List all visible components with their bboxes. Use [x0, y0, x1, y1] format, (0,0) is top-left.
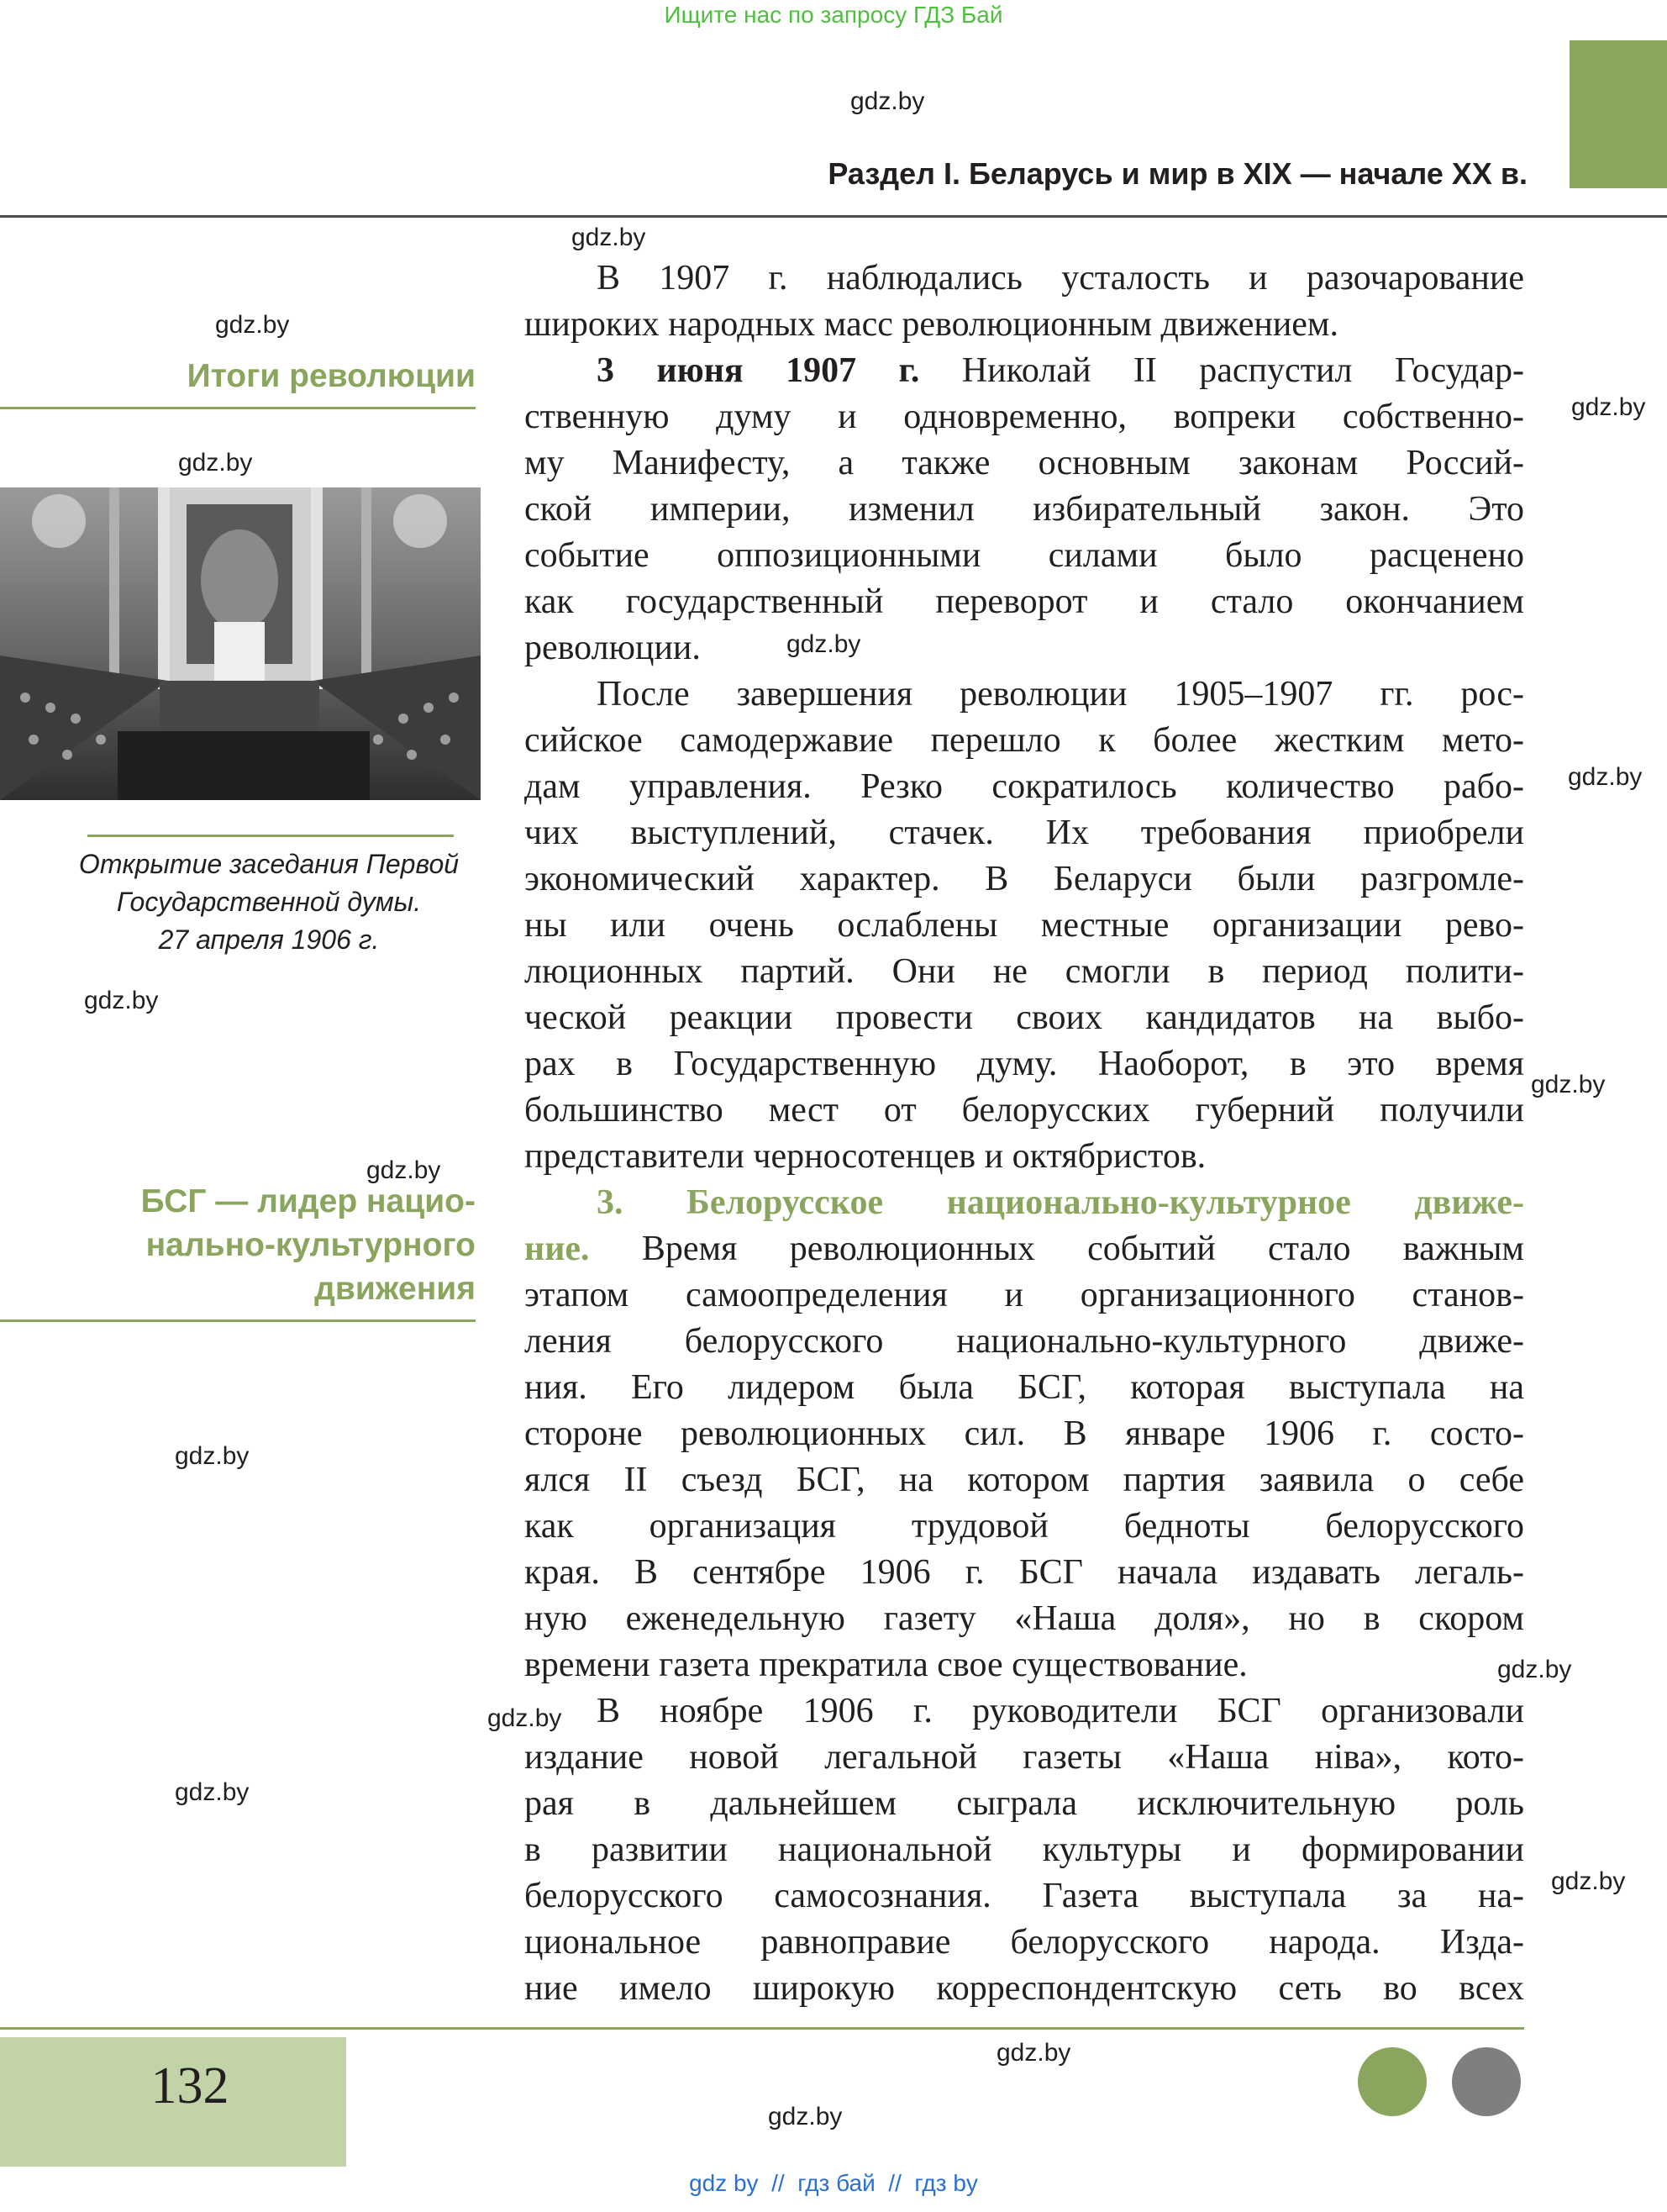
text-line: рах в Государственную думу. Наоборот, в это время [524, 1045, 1524, 1083]
text-line: ны или очень ослаблены местные организации рево- [524, 906, 1524, 945]
text-line: большинство мест от белорусских губерний получили [524, 1091, 1524, 1130]
sidebar-heading-bsg: БСГ — лидер нацио- нально-культурного движения [140, 1183, 476, 1307]
text-line: широких народных масс революционным движением. [524, 305, 1339, 344]
watermark: gdz.by [997, 2039, 1071, 2067]
section-title: Раздел I. Беларусь и мир в XIX — начале XX в. [828, 156, 1528, 191]
text-line: ской империи, изменил избирательный закон. Это [524, 490, 1524, 529]
text-line: После завершения революции 1905–1907 гг. рос- [597, 675, 1524, 714]
watermark: gdz.by [175, 1442, 250, 1470]
text-line: ную еженедельную газету «Наша доля», но в скором [524, 1599, 1524, 1638]
sidebar-rule [0, 1319, 476, 1322]
text-line: времени газета прекратила свое существование. [524, 1646, 1248, 1684]
duma-opening-photo [0, 487, 481, 800]
text-line: издание новой легальной газеты «Наша ніва», кото- [524, 1738, 1524, 1777]
text-line: ние. Время революционных событий стало важным [524, 1230, 1524, 1268]
text-line: этапом самоопределения и организационного станов- [524, 1276, 1524, 1314]
text-line: 3 июня 1907 г. Николай II распустил Государ- [597, 351, 1525, 390]
text-line: революции. [524, 629, 701, 667]
watermark: gdz.by [366, 1156, 441, 1184]
header-rule [0, 215, 1667, 218]
watermark: gdz.by [487, 1704, 562, 1732]
text-line: чих выступлений, стачек. Их требования приобрели [524, 814, 1524, 852]
text-line: ственную думу и одновременно, вопреки собственно- [524, 398, 1524, 436]
watermark: gdz.by [178, 449, 253, 477]
watermark: gdz.by [84, 987, 159, 1014]
page-number: 132 [150, 2057, 229, 2115]
text-line: как организация трудовой бедноты белорусского [524, 1507, 1524, 1546]
text-line: стороне революционных сил. В январе 1906 г. состо- [524, 1414, 1524, 1453]
watermark: gdz.by [1497, 1656, 1572, 1683]
watermark: gdz.by [786, 630, 861, 658]
text-line: экономический характер. В Беларуси были разгромле- [524, 860, 1524, 898]
watermark: gdz.by [1531, 1071, 1606, 1098]
text-line: ния. Его лидером была БСГ, которая выступала на [524, 1368, 1524, 1407]
main-text [524, 255, 1524, 2012]
text-line: событие оппозиционными силами было расценено [524, 536, 1524, 575]
text-line: ялся II съезд БСГ, на котором партия заявила о себе [524, 1461, 1524, 1499]
watermark: gdz.by [768, 2103, 843, 2130]
top-banner: Ищите нас по запросу ГДЗ Бай [664, 2, 1003, 28]
text-line: циональное равноправие белорусского народа. Изда- [524, 1923, 1524, 1962]
text-line: как государственный переворот и стало окончанием [524, 582, 1524, 621]
footer-rule [0, 2027, 1524, 2030]
text-line: белорусского самосознания. Газета выступала за на- [524, 1877, 1524, 1915]
chapter-tab [1570, 40, 1667, 188]
watermark: gdz.by [1571, 393, 1646, 421]
text-line: представители черносотенцев и октябристов. [524, 1137, 1207, 1176]
text-line: В 1907 г. наблюдались усталость и разочарование [597, 259, 1524, 298]
text-line: В ноябре 1906 г. руководители БСГ организовали [597, 1692, 1524, 1730]
photo-caption: Открытие заседания Первой Государственной думы. 27 апреля 1906 г. [78, 849, 460, 955]
gray-dot-icon [1452, 2047, 1521, 2116]
text-line: края. В сентябре 1906 г. БСГ начала издавать легаль- [524, 1553, 1524, 1592]
date-bold: 3 июня 1907 г. [597, 351, 920, 390]
watermark: gdz.by [850, 87, 925, 115]
text-line: в развитии национальной культуры и формировании [524, 1830, 1524, 1869]
sidebar-heading-results: Итоги революции [187, 358, 476, 394]
watermark: gdz.by [571, 224, 646, 251]
watermark: gdz.by [215, 311, 290, 339]
watermark: gdz.by [175, 1778, 250, 1806]
text-line: рая в дальнейшем сыграла исключительную роль [524, 1784, 1524, 1823]
text-line: ческой реакции провести своих кандидатов на выбо- [524, 998, 1524, 1037]
watermark: gdz.by [1551, 1867, 1626, 1895]
caption-rule [87, 835, 454, 837]
text-line: люционных партий. Они не смогли в период полити- [524, 952, 1524, 991]
watermark: gdz.by [1568, 763, 1643, 791]
text-line: сийское самодержавие перешло к более жестким мето- [524, 721, 1524, 760]
text-line: дам управления. Резко сократилось количество рабо- [524, 767, 1524, 806]
sidebar-rule [0, 407, 476, 409]
section-3-title: 3. Белорусское национально-культурное движе- [597, 1183, 1524, 1222]
green-dot-icon [1358, 2047, 1427, 2116]
text-line: ления белорусского национально-культурного движе- [524, 1322, 1524, 1361]
footer-links[interactable]: gdz by // гдз бай // гдз by [689, 2170, 978, 2196]
text-line: му Манифесту, а также основным законам Россий- [524, 444, 1524, 482]
text-line: ние имело широкую корреспондентскую сеть во всех [524, 1969, 1524, 2008]
